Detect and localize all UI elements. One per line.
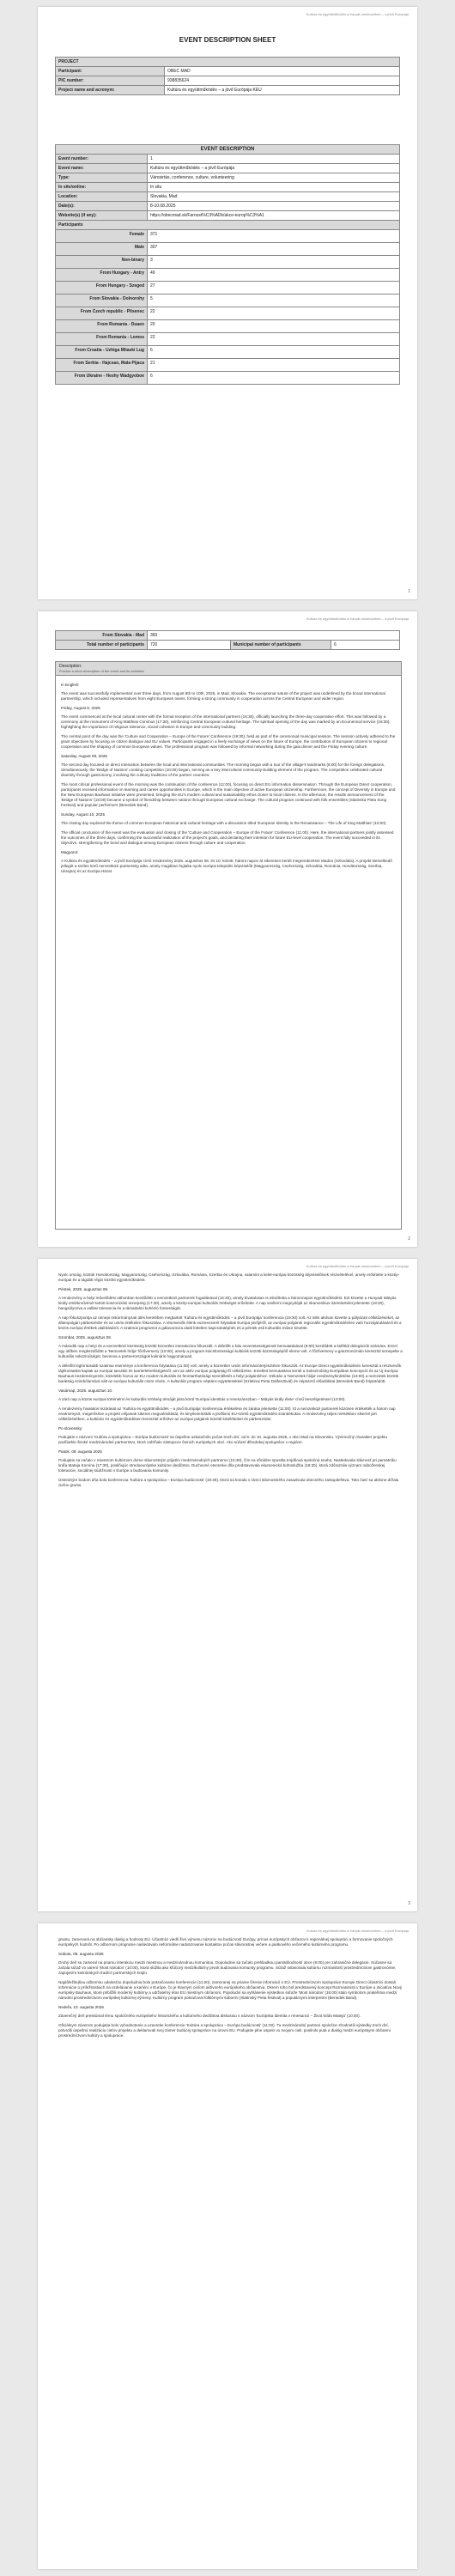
participant-group-label: From Romania - Duaen [56, 320, 148, 333]
participant-group-label: From Slovakia - Dolnorohy [56, 295, 148, 307]
participant-row [56, 307, 400, 320]
participant-group-count: 21 [148, 359, 400, 372]
page-2 [38, 611, 417, 1247]
page-header: Kultúra és együttműködés a Kárpát-medencében – a jövő Európája [306, 617, 409, 621]
event-field-value: Slovakia, Mad [148, 192, 400, 202]
event-field-value: In situ [148, 183, 400, 192]
description-continued [55, 1937, 407, 2043]
participant-group-label: Non-binary [56, 256, 148, 269]
participant-group-label: From Serbia - Hajcsan, Mala Pijaca [56, 359, 148, 372]
event-field-row [56, 202, 400, 211]
paragraph: A nap fókuszpontja az ünnepi önkormányzati ülés keretében megtartott 'Kultúra és együttműködés – a jövő Európája' konferencia (19:30) volt. Az ülés aktívan követte a pályázati célkitűzéseket, az állampolgári párbeszédre és az uniós értékekre fókuszálva. A résztvevők élénk eszmecserét folytattak Európa jövőjéről, az európai polgárok regionális együttműködéshez való hozzájárulásáról és a közös európai értékek alakításáról. A szakmai programot a gálavacsora alatti kötetlen kapcsolatépítés és a péntek esti kulturális műsor követte. [58, 1315, 402, 1330]
participant-group-label: Female [56, 230, 148, 243]
paragraph: Najdôležitejšou odbornou udalosťou dopoludnia bolo pokračovanie konferencie (11:00), zameranej na priame šírenie informácií o EÚ. Prostredníctvom spolupráce Europe Direct účastníci dostali informácie o príležitostiach na vzdelávanie a kariéru v Európe, čo je hlavným cieľom aktívneho európskeho občianstva. Okrem toho bol predstavený koncept Rozmanitosti v Európe a iniciatíva Nový európsky Bauhaus, ktoré priblížili moderný kultúrny a udržateľný étos EÚ miestnym občanom. Popoludní sa vyhlásenie výsledkov súťaže 'Most národov' (16:00) stalo symbolom priateľstva medzi národmi prostredníctvom európskej kultúrnej výmeny. Kultúrny program pokračoval folklórnymi súbormi (Slatinský Pieta festival) a populárnymi interpretmi (Benedek Band). [58, 1980, 403, 2000]
page-number: 1 [408, 589, 410, 594]
event-field-label: Location: [56, 192, 148, 202]
day-heading: Piatok, 08. augusta 2025 [58, 1449, 102, 1454]
participant-group-count: 22 [148, 307, 400, 320]
event-field-value: Városirtás, conference, culture, volunteering [148, 173, 400, 183]
project-section-label: PROJECT [56, 58, 400, 67]
total-participants-label: Total number of participants [56, 641, 148, 650]
participant-group-count: 6 [148, 372, 400, 385]
day-heading: Friday, August 8, 2025 [61, 706, 100, 710]
municipal-participants-label: Municipal number of participants [231, 641, 331, 650]
page-header: Kultúra és együttműködés a Kárpát-medencében – a jövő Európája [306, 1929, 409, 1933]
participant-row [56, 359, 400, 372]
project-name-value: Kultúra és együttműködés – a jövő Európája KEU [165, 86, 400, 95]
participant-row [56, 320, 400, 333]
pic-label: PIC number: [56, 76, 165, 86]
paragraph: The central point of the day was the 'Culture and Cooperation – Europe of the Future' Conference (19:30), held as part of the ceremonial municipal session. The session actively adhered to the grant objectives by focusing on citizen dialogue and EU values. Participants engaged in a lively exchange of views on the future of Europe, the contribution of European citizens to regional cooperation and the shaping of common European values. The professional program was followed by informal networking during the gala dinner and the Friday evening culture. [61, 734, 396, 749]
paragraph: The second day focused on direct interaction between the local and international communities. The morning began with a tour of the village's landmarks (8:00) for the foreign delegations. Simultaneously, the 'Bridge of Nations' cooking competition (10:00) began, serving as a key intercultural community-building element of the program. The competition celebrated cultural diversity through gastronomy, involving the culinary traditions of the partner countries. [61, 762, 385, 777]
paragraph: The most critical professional event of the morning was the continuation of the conference (11:00), focusing on direct EU information dissemination. Through the European Direct cooperation, participants received information on learning and career opportunities in Europe, which is the main objective of active European citizenship. Furthermore, the concept of Diversity in Europe and the New European Bauhaus initiative were presented, bringing the EU's modern cultural and sustainability ethos closer to local citizens. In the afternoon, the results announcement of the 'Bridge of Nations' (16:00) became a symbol of friendship between nations through European cultural exchange. The cultural program continued with folk ensembles (Slatinská Pieta Song Festival) and popular performers (Benedek Band). [61, 782, 396, 807]
participant-group-count: 6 [148, 346, 400, 359]
participant-row [56, 282, 400, 295]
participant-row [56, 269, 400, 282]
page-4 [38, 1923, 417, 2569]
description-continued [55, 1273, 407, 1492]
event-table [55, 144, 400, 385]
day-heading: Vasárnap, 2025. augusztus 10. [58, 1388, 113, 1393]
participant-group-label: From Croatia - Uzhiga Mliaski Lug [56, 346, 148, 359]
participant-group-count: 307 [148, 243, 400, 256]
pic-value: 938835624 [165, 76, 400, 86]
paragraph: A rendezvény a helyi művelődési otthonban kezdődött a nemzetközi partnerek fogadásával (16:30), amely hivatalosan is elindította a háromnapos együttműködést. Ezt követte a Hunyadi Mátyás király emlékművénél tartott koszorúzási ünnepség (17:30), amely a közép-európai kulturális örökséget erősítette. A nap szellemi megnyitóját az ökumenikus istentisztelet jelentette (18:30), hangsúlyozva a vallási tolerancia és a társadalmi kohézió fontosságát. [58, 1296, 397, 1310]
event-field-label: Date(s): [56, 202, 148, 211]
paragraph: Oficiálnym záverom podujatia bolo vyhodnotenie a uzavretie konferencie 'Kultúra a spolupráca – Európa budúcnosti' (11:00). Tu medzinárodní partneri spoločne zhodnotili výsledky troch dní, potvrdili úspešnú realizáciu cieľov projektu a deklarovali svoj zámer budúcej spolupráce na úrovni EÚ. Podujatie plne uspelo vo svojom cieli, posilnilo putá a dialóg medzi európskymi občanmi prostredníctvom kultúry a spolupráce. [58, 2023, 391, 2038]
page-number: 2 [408, 1236, 410, 1242]
total-participants-value: 720 [148, 641, 231, 650]
paragraph: A rendezvény hivatalos lezárását az 'Kultúra és együttműködés – a jövő Európája' konferencia értékelése és zárása jelentette (11:00). Itt a nemzetközi partnerek közösen értékelték a három nap eredményeit, megerősítve a projekt céljainak sikeres megvalósítását, és kinyilvánították a jövőbeni EU-szintű együttműködési szándékukat. A rendezvény teljes mértékben sikerrel járt célkitűzésében, a kultúrán és együttműködésen keresztül erősítve az európai polgárok közötti kötelékeket és párbeszédet. [58, 1406, 396, 1421]
participants-label: Participants [56, 221, 400, 230]
participant-group-label: From Hungary - Szeged [56, 282, 148, 295]
participant-group-count: 5 [148, 295, 400, 307]
paragraph: Podujatie s názvom 'Kultúra a spolupráca – Európa budúcnosti' sa úspešne uskutočnilo počas troch dní, od 8. do 10. augusta 2025, v obci Mad na Slovensku. Výnimočný charakter projektu podčiarklo široké medzinárodné partnerstvo, ktoré zahŕňalo zástupcov ôsmich európskych obcí. Ako súčasť dlhodobej spolupráce v regióne. [58, 1435, 388, 1444]
event-section-label: EVENT DESCRIPTION [56, 145, 400, 155]
participant-row [56, 230, 400, 243]
event-field-row [56, 173, 400, 183]
participant-group-label: From Czech republic - Pilsenec [56, 307, 148, 320]
paragraph: Nyolc ország, köztük Horvátország, Magyarország, Csehország, Szlovákia, Románia, Szerbia és Ukrajna, valamint a kelet-európai közösség képviselőinek részvételével, amely erősítette a közép-európai és a tágabb régió közötti együttműködést. [58, 1273, 400, 1282]
description-sublabel: Provide a short description of the event and its activities [59, 669, 144, 673]
event-field-label: Website(s) (if any): [56, 211, 148, 221]
paragraph: Druhý deň sa zameral na priamu interakciu medzi miestnou a medzinárodnou komunitou. Dopoludnie sa začalo prehliadkou pamätihodností obce (8:00) pre zahraničné delegácie. Súčasne sa začala súťaž vo varení 'Most národov' (10:00), ktorá slúžila ako kľúčový medzikultúrny prvok budovania komunity programu. Súťaž oslavovala kultúrnu rozmanitosť prostredníctvom gastronómie, zapojením kulinárskych tradícií partnerských krajín. [58, 1960, 397, 1975]
page-header: Kultúra és együttműködés a Kárpát-medencében – a jövő Európája [306, 1264, 409, 1268]
paragraph: A Kultúra és együttműködés – a jövő Európája című rendezvény 2025. augusztus 08. és 10. között, három napon át sikeresen került megrendezésre Madon (Szlovákia). A projekt kiemelkedő jellegét a széles körű nemzetközi partnerség adta, amely magában foglalta nyolc európai település képviselőit (Magyarország, Csehország, Szlovákia, Románia, Horvátország, Szerbia, Ukrajna) és az Európa Házat. [61, 859, 392, 873]
event-field-label: Event name: [56, 164, 148, 173]
municipal-participants-value: 6 [331, 641, 400, 650]
event-field-value: 8-10.08.2025 [148, 202, 400, 211]
participant-group-count: 371 [148, 230, 400, 243]
event-field-row [56, 155, 400, 164]
day-heading: Sobota, 09. augusta 2025 [58, 1952, 104, 1956]
paragraph: The official conclusion of the event was the evaluation and closing of the 'Culture and Cooperation – Europe of the Future' Conference (11:00). Here, the international partners jointly assessed the outcomes of the three days, confirming the successful realization of the project's goals, and declaring their intention for future EU-level cooperation. The event fully succeeded in its objective, strengthening the bond and dialogue among European citizens through culture and cooperation. [61, 830, 394, 845]
language-heading: Magyarul: [61, 850, 79, 854]
participant-row [56, 295, 400, 307]
event-field-label: Type: [56, 173, 148, 183]
page-3 [38, 1259, 417, 1911]
participant-group-label: From Hungary - Antry [56, 269, 148, 282]
participant-group-label: From Ukraine - Heshy Wadgyoboe [56, 372, 148, 385]
description-header [56, 662, 401, 676]
participant-label: Participant: [56, 67, 165, 76]
event-field-label: In site/online: [56, 183, 148, 192]
day-heading: Saturday, August 09, 2025 [61, 754, 107, 758]
participant-group-count: 3 [148, 256, 400, 269]
participant-row [56, 333, 400, 346]
participant-row [56, 372, 400, 385]
participant-group-count: 22 [148, 333, 400, 346]
participant-group-count: 27 [148, 282, 400, 295]
description-body [56, 676, 401, 882]
day-heading: Péntek, 2025. augusztus 08. [58, 1287, 109, 1291]
day-heading: Nedeľa, 10. augusta 2025 [58, 2005, 104, 2009]
event-field-row [56, 192, 400, 202]
event-field-label: Event number: [56, 155, 148, 164]
paragraph: grantu, zameraná na občiansky dialóg a hodnoty EÚ. Účastníci viedli živú výmenu názorov na budúcnosť Európy, prínos európskych občanov k regionálnej spolupráci a formovanie spoločných európskych hodnôt. Po odbornom programe nasledovalo neformálne nadväzovanie kontaktov počas slávnostnej večere a piatkového večerného kultúrneho programu. [58, 1937, 393, 1947]
language-heading: Po slovensky: [58, 1426, 83, 1431]
event-field-value: https://obecmad.sk/Farnost%C3%ADk/akce-europ%C3%A1 [148, 211, 400, 221]
participant-group-label: From Romania - Lomos [56, 333, 148, 346]
description-box [55, 661, 402, 1230]
paragraph: The event was successfully implemented over three days, from August 8th to 10th, 2025, in Mad, Slovakia. The exceptional nature of the project was underlined by the broad international partnership, which included representatives from eight European towns, forming a strong community in cooperation across the Central European and wider region. [61, 691, 385, 701]
event-field-value: 1 [148, 155, 400, 164]
paragraph: A záró nap a közös európai történelmi és kulturális örökség témáját járta körül 'Európai identitás a reneszánszban – Mátyás király élete' című beszélgetéssel (10:00). [58, 1397, 346, 1401]
page-1 [38, 7, 417, 599]
day-heading: Szombat, 2025. augusztus 09. [58, 1335, 112, 1340]
event-field-value: Kultúra és együttműködés – a jövő Európája [148, 164, 400, 173]
page-header: Kultúra és együttműködés a Kárpát-medencében – a jövő Európája [306, 12, 409, 16]
paragraph: Podujatie sa začalo v miestnom kultúrnom dome slávnostným prijatím medzinárodných partnerov (16:30), čím sa oficiálne spustila trojdňová spoločná snaha. Nasledovala slávnosť pri pamätníku kráľa Mateja Korvína (17:30), posilňujúc stredoeurópske kultúrne dedičstvo. Duchovné otvorenie dňa predstavovala ekumenická bohoslužba (18:30), ktorá zdôraznila význam náboženskej tolerancie, sociálnej súdržnosti v Európe a budovania komunity. [58, 1458, 397, 1473]
language-heading: In English: [61, 683, 80, 687]
slovakia-participants-value: 360 [148, 631, 400, 641]
participant-row [56, 346, 400, 359]
description-label: Description: [59, 664, 82, 669]
page-number: 3 [408, 1901, 410, 1906]
paragraph: The closing day explored the theme of common European historical and cultural heritage with a discussion titled 'European Identity in the Renaissance – The Life of King Matthias' (10:00). [61, 821, 387, 825]
paragraph: A délelőtt legfontosabb szakmai eseménye a konferencia folytatása (11:00) volt, amely a közvetlen uniós információterjesztésre fókuszált. Az Europe Direct együttműködésén keresztül a résztvevők tájékoztatást kaptak az európai tanulási és karrierlehetőségekről, ami az aktív európai polgárság fő célkitűzése. Emellett bemutatásra került a Sokszínűség Európában koncepció és az Új Európai Bauhaus kezdeményezés, közelebb hozva az EU modern kulturális és fenntarthatósági szemléletét a helyi polgárokhoz. Délután a 'Nemzetek hídja' eredményhirdetése (16:00) a nemzetek közötti barátság szimbólumává vált az európai kulturális csere révén. A kulturális program néptánc-együttesekkel (Szlatinai Pieta Dalfesztivál) és népszerű előadókkal (Benedek Band) folytatódott. [58, 1364, 402, 1383]
event-field-row [56, 183, 400, 192]
project-name-label: Project name and acronym: [56, 86, 165, 95]
paragraph: The event commenced at the local cultural center with the formal reception of the international partners (16:30), officially launching the three-day cooperative effort. This was followed by a ceremony at the monument of King Matthias Corvinus (17:30), reinforcing Central European cultural heritage. The spiritual opening of the day was marked by an Ecumenical service (18:30), highlighting the importance of religious tolerance, social cohesion in Europe and community building. [61, 714, 391, 729]
participant-group-count: 49 [148, 269, 400, 282]
participant-group-label: Male [56, 243, 148, 256]
paragraph: Ústredným bodom dňa bola konferencia 'Kultúra a spolupráca – Európa budúcnosti' (19:30), ktorá sa konala v rámci slávnostného zasadnutia obecného zastupiteľstva. Táto časť sa aktívne držala cieľov grantu. [58, 1478, 399, 1487]
sheet-title: EVENT DESCRIPTION SHEET [179, 36, 276, 44]
day-heading: Sunday, August 10, 2025 [61, 812, 105, 817]
event-field-row [56, 164, 400, 173]
participants-summary-table [55, 630, 400, 650]
slovakia-participants-label: From Slovakia - Mad [56, 631, 148, 641]
paragraph: A második nap a helyi és a nemzetközi közösség közötti közvetlen interakcióra fókuszált. A délelőtt a falu nevezetességeinek bemutatásával (8:00) kezdődött a külföldi delegációk számára. Ezzel egy időben megkezdődött a 'Nemzetek hídja' főzőverseny (10:00), amely a program kulcsfontosságú kultúrák közötti közösségépítő eleme volt. A főzőverseny a gasztronómián keresztül ünnepelte a kulturális sokszínűséget, bevonva a partnerországok kulináris hagyományait. [58, 1344, 403, 1358]
participant-value: OBEC MAD [165, 67, 400, 76]
participant-row [56, 256, 400, 269]
paragraph: Záverečný deň preskúmal tému spoločného európskeho historického a kultúrneho dedičstva diskusiou s názvom 'Európska identita v renesancii – Život kráľa Mateja' (10:00). [58, 2014, 361, 2018]
project-table [55, 57, 400, 95]
participant-row [56, 243, 400, 256]
participant-group-count: 20 [148, 320, 400, 333]
event-field-row [56, 211, 400, 221]
